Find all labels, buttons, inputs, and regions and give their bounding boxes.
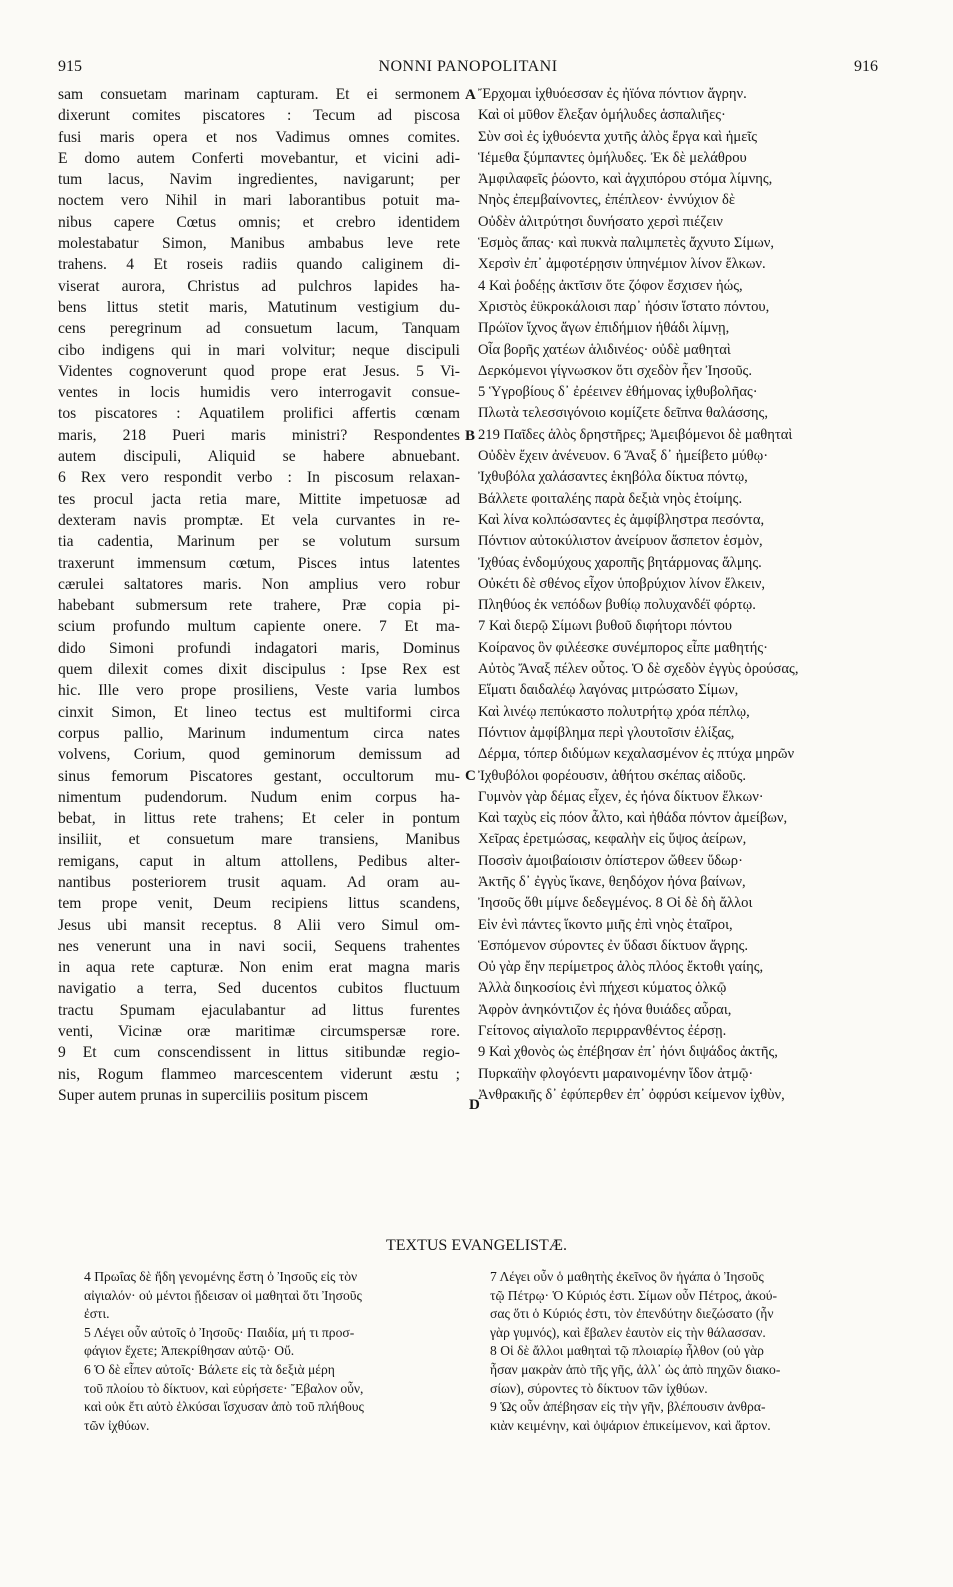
section-title: TEXTUS EVANGELISTÆ.	[385, 1237, 568, 1254]
greek-line: Ἀνθρακιῆς δ᾽ ἐφύπερθεν ἐπ᾽ ὀφρύσι κείμενον ἰχθὺν,	[478, 1086, 785, 1103]
latin-line: tes procul jacta retia mare, Mittite impetuosæ ad	[58, 490, 460, 508]
latin-line: Super autem prunas in superciliis positum piscem	[58, 1086, 369, 1104]
greek-line: Ἀλλὰ διηκοσίοις ἐνὶ πήχεσι κύματος ὁλκῷ	[478, 980, 727, 997]
latin-line: tia cadentia, Marinum per se volutum sursum	[58, 533, 460, 551]
latin-line: remigans, caput in altum attollens, Pedibus alter-	[58, 852, 460, 870]
latin-line: nimentum pudendorum. Nudum enim corpus ha-	[58, 788, 460, 806]
greek-line: Οὐκέτι δὲ σθένος εἶχον ὑποβρύχιον λίνον ἕλκειν,	[478, 575, 766, 592]
gospel-line: τῶν ἰχθύων.	[84, 1417, 150, 1433]
latin-line: venti, Vicinæ oræ maritimæ circumspersæ rore.	[58, 1023, 460, 1041]
latin-line: quem dilexit comes dixit discipulus : Ipse Rex est	[58, 661, 460, 679]
margin-letter-b: B	[465, 428, 476, 444]
greek-line: Πλωτὰ τελεσσιγόνοιο κομίζετε δεῖπνα θαλάσσης,	[478, 405, 768, 422]
greek-line: Βάλλετε φοιταλέης παρὰ δεξιὰ νηὸς ἑτοίμης.	[478, 490, 743, 507]
greek-line: Ἱέμεθα ξύμπαντες ὁμήλυδες. Ἐκ δὲ μελάθρου	[478, 149, 747, 166]
latin-column	[58, 84, 460, 1106]
latin-line: cinxit Simon, Et lineo tectus est multiformi circa	[58, 703, 460, 721]
latin-line: nantibus posteriorem trusit aquam. Ad oram au-	[58, 873, 460, 891]
gospel-line: 5 Λέγει οὖν αὐτοῖς ὁ Ἰησοῦς· Παιδία, μή τι προσ-	[84, 1324, 355, 1340]
latin-line: molestabatur Simon, Manibus ambabus leve rete	[58, 235, 460, 253]
gospel-line: ἐστι.	[84, 1306, 110, 1322]
greek-line: Ἀφρὸν ἀνηκόντιζον ἐς ἠόνα θυιάδες αὖραι,	[478, 1001, 732, 1018]
greek-line: Εἵματι δαιδαλέῳ λαγόνας μιτρώσατο Σίμων,	[478, 682, 739, 699]
latin-line: in aqua rete capturæ. Non enim erat magna maris	[58, 959, 460, 977]
greek-line: Σὺν σοὶ ἐς ἰχθυόεντα χυτῆς ἁλὸς ἔργα καὶ ἡμεῖς	[478, 128, 758, 145]
latin-line: dexteram navis promptæ. Et vela curvantes in re-	[58, 511, 460, 529]
greek-line: Οὐ γὰρ ἔην περίμετρος ἁλὸς πλόος ἔκτοθι γαίης,	[478, 959, 764, 976]
greek-line: 5 Ὑγροβίους δ᾽ ἐρέεινεν ἐθήμονας ἰχθυβολῆας·	[478, 384, 758, 401]
latin-line: habebant submersum rete trahere, Præ copia pi-	[58, 597, 460, 615]
gospel-line: σας ὅτι ὁ Κύριός ἐστι, τὸν ἐπενδύτην διεζώσατο (ἦν	[490, 1306, 774, 1322]
gospel-line: αἰγιαλόν· οὐ μέντοι ᾔδεισαν οἱ μαθηταὶ ὅτι Ἰησοῦς	[84, 1287, 362, 1303]
gospel-line: καὶ οὐκ ἔτι αὐτὸ ἑλκύσαι ἴσχυσαν ἀπὸ τοῦ πλήθους	[84, 1399, 364, 1415]
latin-line: bens littus stetit maris, Matutinum vestigium du-	[58, 298, 460, 316]
latin-line: fusi maris opera et nos Vadimus omnes comites.	[58, 128, 460, 146]
greek-line: Ἔρχομαι ἰχθυόεσσαν ἐς ἠϊόνα πόντιον ἄγρην.	[478, 86, 747, 102]
latin-line: cærulei saltatores maris. Non amplius vero robur	[58, 575, 460, 593]
latin-line: maris, 218 Pueri maris ministri? Respondentes	[58, 426, 460, 444]
greek-line: Πόντιον ἀμφίβλημα περὶ γλουτοῖσιν ἑλίξας,	[478, 724, 735, 741]
greek-line: Πόντιον αὐτοκύλιστον ἀνείρυον ἄσπετον ἑσμὸν,	[478, 533, 763, 550]
running-header	[58, 58, 878, 80]
greek-line: Καὶ οἱ μῦθον ἔλεξαν ὁμήλυδες ἁσπαλιῆες·	[478, 107, 726, 124]
latin-line: cens peregrinum ad consuetum lacum, Tanquam	[58, 320, 460, 338]
latin-line: corpus pallio, Marinum indumentum circa nates	[58, 724, 460, 742]
gospel-line: σίων), σύροντες τὸ δίκτυον τῶν ἰχθύων.	[490, 1380, 708, 1396]
greek-line: Δέρμα, τόπερ διδύμων κεχαλασμένον ἐς πτύχα μηρῶν	[478, 746, 795, 763]
latin-line: Videntes cognoverunt quod prope erat Jesus. 5 Vi-	[58, 362, 460, 380]
greek-line: 4 Καὶ ῥοδέῃς ἀκτῖσιν ὅτε ζόφον ἔσχισεν ἠώς,	[478, 277, 743, 294]
latin-line: insiliit, et consuetum mare transiens, Manibus	[58, 831, 460, 849]
greek-line: Ἑσμὸς ἅπας· καὶ πυκνὰ παλιμπετὲς ἄχνυτο Σίμων,	[478, 235, 775, 252]
latin-line: bebat, in littus rete trahens; Et celer in pontum	[58, 810, 460, 828]
right-page-number: 916	[854, 58, 878, 75]
latin-line: 6 Rex vero respondit verbo : In piscosum relaxan-	[58, 469, 460, 487]
latin-line: E domo autem Conferti movebantur, et vicini adi-	[58, 149, 460, 167]
greek-line: Πληθύος ἐκ νεπόδων βυθίῳ πολυχανδέϊ φόρτῳ.	[478, 597, 756, 614]
greek-line: Γυμνὸν γὰρ δέμας εἶχεν, ἐς ἠόνα δίκτυον ἕλκων·	[478, 788, 764, 805]
gospel-line: 4 Πρωΐας δὲ ἤδη γενομένης ἔστη ὁ Ἰησοῦς εἰς τὸν	[84, 1269, 358, 1284]
gospel-line: τοῦ πλοίου τὸ δίκτυον, καὶ εὑρήσετε· Ἔβαλον οὖν,	[84, 1380, 364, 1396]
latin-line: tractu Spumam ejaculabantur ad littus furentes	[58, 1001, 460, 1019]
greek-column	[478, 84, 878, 1106]
latin-line: traxerunt immensum cœtum, Pisces intus latentes	[58, 554, 460, 572]
latin-line: dixerunt comites piscatores : Tecum ad piscosa	[58, 107, 460, 125]
latin-line: volvens, Corium, quod geminorum demissum ad	[58, 746, 460, 764]
greek-line: Εἰν ἑνὶ πάντες ἵκοντο μιῆς ἐπὶ νηὸς ἑταῖροι,	[478, 916, 733, 933]
gospel-line: γὰρ γυμνός), καὶ ἔβαλεν ἑαυτὸν εἰς τὴν θάλασσαν.	[490, 1324, 766, 1340]
latin-line: viserat aurora, Christus ad pulchros lapides ha-	[58, 277, 460, 295]
latin-line: sinus femorum Piscatores gestant, occultorum mu-	[58, 767, 460, 785]
latin-line: autem discipuli, Aliquid se habere abnuebant.	[58, 448, 460, 466]
latin-line: tum lacus, Navim ingredientes, navigarunt; per	[58, 171, 460, 189]
greek-line: Χριστὸς ἐϋκροκάλοισι παρ᾽ ἠόσιν ἵστατο πόντου,	[478, 298, 770, 315]
greek-line: Αὐτὸς Ἄναξ πέλεν οὗτος. Ὁ δὲ σχεδὸν ἐγγὺς ὀρούσας,	[478, 661, 799, 678]
greek-line: Καὶ λινέῳ πεπύκαστο πολυτρήτῳ χρόα πέπλῳ,	[478, 703, 750, 720]
latin-line: nibus capere Cœtus omnis; et crebro identidem	[58, 213, 460, 231]
greek-line: Οἷα βορῆς χατέων ἁλιδινέος· οὐδὲ μαθηταὶ	[478, 341, 731, 358]
greek-line: 7 Καὶ διερῷ Σίμωνι βυθοῦ διφήτορι πόντου	[478, 618, 732, 635]
latin-line: trahens. 4 Et roseis radiis quando caliginem di-	[58, 256, 460, 274]
greek-line: Ἑσπόμενον σύροντες ἐν ὕδασι δίκτυον ἄγρης.	[478, 937, 749, 954]
latin-line: dido Simoni profundi indagatori maris, Dominus	[58, 639, 460, 657]
greek-line: Νηὸς ἐπεμβαίνοντες, ἐπέπλεον· ἐννύχιον δὲ	[478, 192, 736, 209]
latin-line: hic. Ille vero prope prosiliens, Veste varia lumbos	[58, 682, 460, 700]
left-page-number: 915	[58, 58, 82, 75]
greek-line: 219 Παῖδες ἁλὸς δρηστῆρες; Ἀμειβόμενοι δὲ μαθηταὶ	[478, 426, 793, 443]
gospel-text-right	[490, 1268, 880, 1435]
gospel-line: κιὰν κειμένην, καὶ ὀψάριον ἐπικείμενον, καὶ ἄρτον.	[490, 1417, 771, 1433]
greek-line: Ἰχθυβόλοι φορέουσιν, ἀθήτου σκέπας αἰδοῦς.	[478, 767, 747, 784]
greek-line: Ἀκτῆς δ᾽ ἐγγὺς ἵκανε, θεηδόχον ἠόνα βαίνων,	[478, 873, 746, 890]
latin-line: noctem vero Nihil in mari laborantibus potuit ma-	[58, 192, 460, 210]
greek-line: Κοίρανος ὃν φιλέεσκε συνέμπορος εἶπε μαθητής·	[478, 639, 768, 656]
gospel-line: 7 Λέγει οὖν ὁ μαθητὴς ἐκεῖνος ὃν ἠγάπα ὁ Ἰησοῦς	[490, 1269, 764, 1284]
gospel-line: φάγιον ἔχετε; Ἀπεκρίθησαν αὐτῷ· Οὔ.	[84, 1343, 295, 1359]
gospel-text-left	[84, 1268, 472, 1435]
gospel-line: 8 Οἱ δὲ ἄλλοι μαθηταὶ τῷ πλοιαρίῳ ἦλθον (οὐ γὰρ	[490, 1343, 764, 1359]
greek-line: Ἰησοῦς ὅθι μίμνε δεδεγμένος. 8 Οἱ δὲ δὴ ἄλλοι	[478, 895, 753, 912]
margin-letter-a: A	[465, 87, 476, 103]
latin-line: scium profundo multum capiente onere. 7 Et ma-	[58, 618, 460, 636]
greek-line: Οὐδὲν ἁλιτρύτησι δυνήσατο χερσὶ πιέζειν	[478, 213, 723, 230]
greek-line: 9 Καὶ χθονὸς ὡς ἐπέβησαν ἐπ᾽ ἠόνι διψάδος ἀκτῆς,	[478, 1044, 778, 1061]
greek-line: Ἀμφιλαφεῖς ῥώοντο, καὶ ἀγχιπόρου στόμα λίμνης,	[478, 171, 773, 188]
greek-line: Ἰχθυβόλα χαλάσαντες ἑκηβόλα δίκτυα πόντῳ,	[478, 469, 748, 486]
latin-line: nis, Rogum flammeo marcescentem viderunt æstu ;	[58, 1065, 460, 1083]
margin-letter-d: D	[469, 1097, 480, 1113]
margin-letter-c: C	[465, 768, 476, 784]
latin-line: Jesus ubi mansit receptus. 8 Alii vero Simul om-	[58, 916, 460, 934]
greek-line: Δερκόμενοι γίγνωσκον ὅτι σχεδὸν ἦεν Ἰησοῦς.	[478, 362, 752, 379]
greek-line: Χερσὶν ἐπ᾽ ἀμφοτέρῃσιν ὑπηνέμιον λίνον ἕλκων.	[478, 256, 766, 273]
latin-line: 9 Et cum conscendissent in littus sitibundæ regio-	[58, 1044, 460, 1062]
latin-line: tem prope venit, Deum recipiens littus scandens,	[58, 895, 460, 913]
latin-line: tos piscatores : Aquatilem prolifici affertis cœnam	[58, 405, 460, 423]
gospel-line: 6 Ὁ δὲ εἶπεν αὐτοῖς· Βάλετε εἰς τὰ δεξιὰ μέρη	[84, 1361, 335, 1377]
greek-line: Πρώϊον ἴχνος ἄγων ἐπιδήμιον ἠθάδι λίμνῃ,	[478, 320, 730, 337]
gospel-line: ἦσαν μακρὰν ἀπὸ τῆς γῆς, ἀλλ᾽ ὡς ἀπὸ πηχῶν διακο-	[490, 1361, 781, 1377]
latin-line: navigatio a terra, Sed ducentos cubitos fluctuum	[58, 980, 460, 998]
greek-line: Χεῖρας ἐρετμώσας, κεφαλὴν εἰς ὕψος ἀείρων,	[478, 831, 747, 848]
latin-line: cibo indigens qui in mari volvitur; neque discipuli	[58, 341, 460, 359]
greek-line: Καὶ λίνα κολπώσαντες ἐς ἀμφίβληστρα πεσόντα,	[478, 511, 765, 528]
greek-line: Οὐδὲν ἔχειν ἀνένευον. 6 Ἄναξ δ᾽ ἠμείβετο μύθῳ·	[478, 448, 769, 465]
running-title: NONNI PANOPOLITANI	[378, 58, 558, 75]
greek-line: Καὶ ταχὺς εἰς πόον ἆλτο, καὶ ἠθάδα πόντον ἀμείβων,	[478, 810, 788, 827]
latin-line: sam consuetam marinam capturam. Et ei sermonem	[58, 86, 460, 103]
latin-line: ventes in locis humidis vero interrogavit consue-	[58, 384, 460, 402]
greek-line: Γείτονος αἰγιαλοῖο περιρρανθέντος ἐέρσῃ.	[478, 1023, 727, 1040]
greek-line: Πυρκαϊὴν φλογόεντι μαραινομένην ἴδον ἀτμῷ·	[478, 1065, 754, 1082]
gospel-line: τῷ Πέτρῳ· Ὁ Κύριός ἐστι. Σίμων οὖν Πέτρος, ἀκού-	[490, 1287, 778, 1303]
greek-line: Ποσσὶν ἀμοιβαίοισιν ὀπίστερον ὤθεεν ὕδωρ·	[478, 852, 743, 869]
gospel-line: 9 Ὡς οὖν ἀπέβησαν εἰς τὴν γῆν, βλέπουσιν ἀνθρα-	[490, 1399, 766, 1415]
greek-line: Ἰχθύας ἐνδομύχους χαροπῆς βητάρμονας ἅλμης.	[478, 554, 762, 571]
latin-line: nes venerunt una in navi socii, Sequens trahentes	[58, 937, 460, 955]
